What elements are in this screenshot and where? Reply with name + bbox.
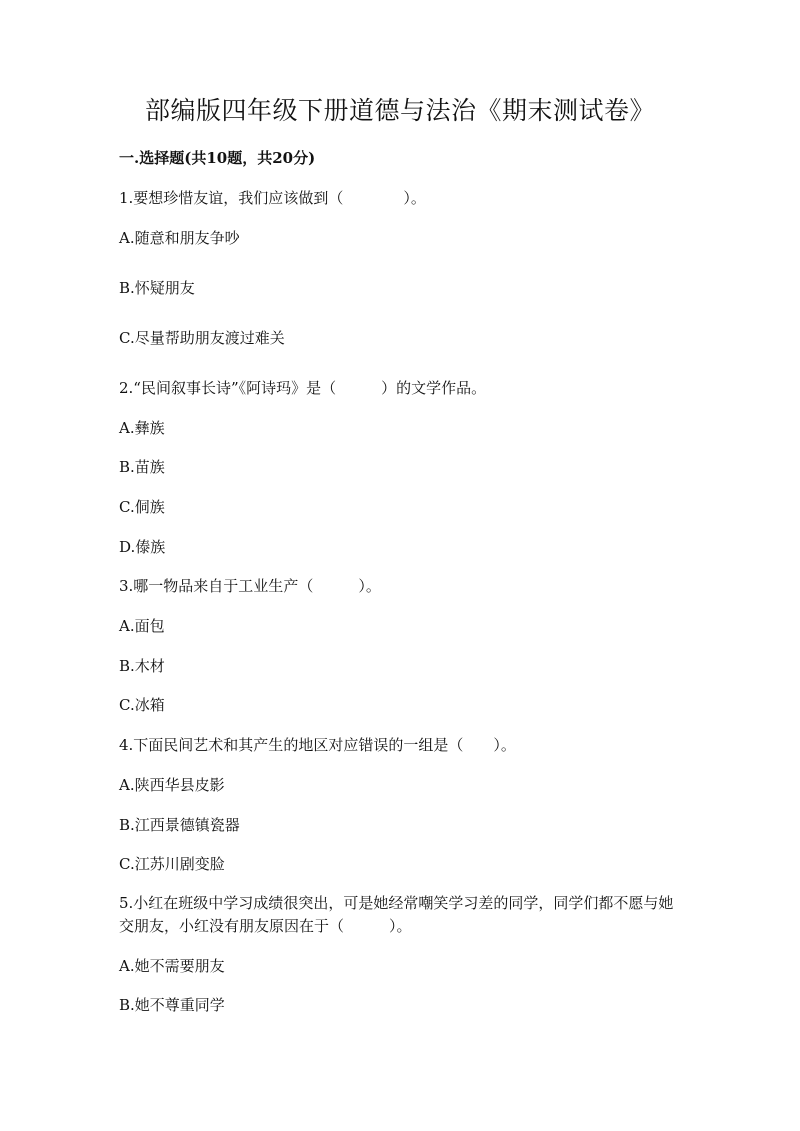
question-3-option-c: C.冰箱 <box>119 696 165 714</box>
question-2-option-b: B.苗族 <box>119 458 165 476</box>
section-heading: 一.选择题(共10题，共20分) <box>119 149 316 167</box>
question-1-option-a: A.随意和朋友争吵 <box>119 229 240 247</box>
question-4-option-b: B.江西景德镇瓷器 <box>119 816 240 834</box>
question-2-option-c: C.侗族 <box>119 498 165 516</box>
document-title: 部编版四年级下册道德与法治《期末测试卷》 <box>144 96 655 125</box>
question-1-option-c: C.尽量帮助朋友渡过难关 <box>119 329 285 347</box>
question-2-option-d: D.傣族 <box>119 538 166 556</box>
question-5-option-b: B.她不尊重同学 <box>119 996 225 1014</box>
question-2-option-a: A.彝族 <box>119 419 165 437</box>
question-3-option-b: B.木材 <box>119 657 165 675</box>
question-4-option-a: A.陕西华县皮影 <box>119 776 225 794</box>
question-5-stem: 5.小红在班级中学习成绩很突出，可是她经常嘲笑学习差的同学，同学们都不愿与她交朋友，小红没有朋友原因在于（ ）。 <box>119 894 674 935</box>
question-5-option-a: A.她不需要朋友 <box>119 957 225 975</box>
question-3-option-a: A.面包 <box>119 617 165 635</box>
question-4-option-c: C.江苏川剧变脸 <box>119 855 225 873</box>
question-1-stem: 1.要想珍惜友谊，我们应该做到（ ）。 <box>119 189 426 207</box>
question-1-option-b: B.怀疑朋友 <box>119 279 195 297</box>
question-3-stem: 3.哪一物品来自于工业生产（ ）。 <box>119 577 381 595</box>
question-4-stem: 4.下面民间艺术和其产生的地区对应错误的一组是（ ）。 <box>119 736 516 754</box>
question-2-stem: 2.“民间叙事长诗”《阿诗玛》是（ ）的文学作品。 <box>119 379 487 397</box>
